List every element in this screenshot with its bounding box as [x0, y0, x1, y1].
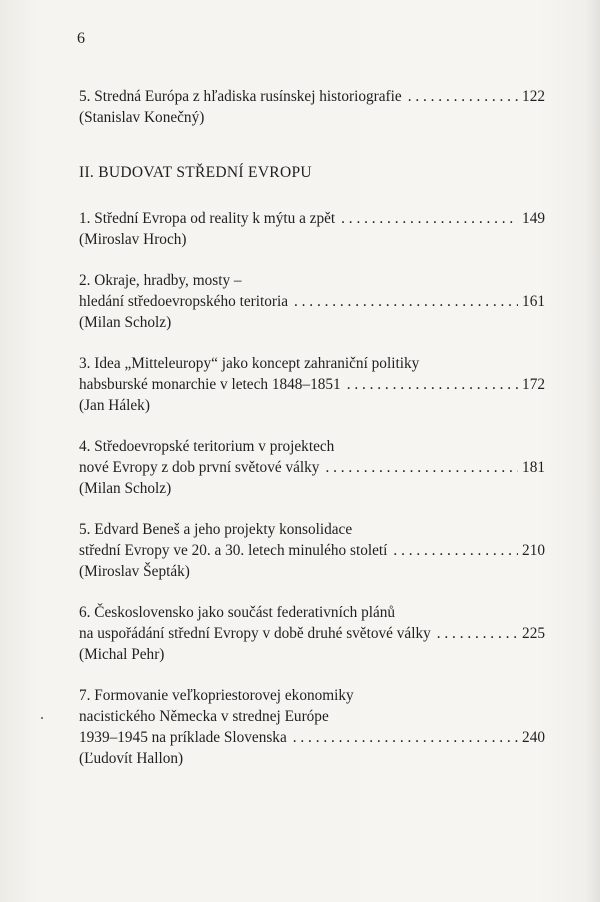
- spacer: [79, 582, 545, 602]
- toc-entry-3: [79, 353, 545, 416]
- toc-entry-title: střední Evropy ve 20. a 30. letech minulého století: [79, 542, 388, 559]
- toc-entry-7: [79, 685, 545, 769]
- toc-entry-author: (Milan Scholz): [79, 480, 172, 497]
- toc-entry-line: [79, 457, 545, 478]
- toc-entry-author: (Jan Hálek): [79, 397, 150, 414]
- toc-entry-author: (Milan Scholz): [79, 314, 172, 331]
- spacer: [79, 416, 545, 436]
- toc-entry-author: (Miroslav Hroch): [79, 231, 187, 248]
- toc-entry-title: na uspořádání střední Evropy v době druhé světové války: [79, 625, 431, 642]
- page-edge-shadow: [586, 0, 600, 902]
- dot-leader: [408, 86, 518, 107]
- toc-entry-page: 172: [522, 376, 545, 393]
- margin-speck: [41, 717, 43, 719]
- toc-entry-title: habsburské monarchie v letech 1848–1851: [79, 376, 341, 393]
- dot-leader: [325, 457, 518, 478]
- toc-entry-title: hledání středoevropského teritoria: [79, 293, 288, 310]
- toc-entry-author: (Stanislav Konečný): [79, 109, 205, 126]
- spacer: [79, 250, 545, 270]
- toc-entry-title-line: 2. Okraje, hradby, mosty –: [79, 272, 242, 289]
- toc-entry-page: 181: [522, 459, 545, 476]
- toc-entry-5: [79, 519, 545, 582]
- toc-entry-title: 1939–1945 na príklade Slovenska: [79, 729, 287, 746]
- toc-entry-1: [79, 208, 545, 250]
- table-of-contents: [79, 86, 545, 769]
- toc-entry-author: (Ľudovít Hallon): [79, 750, 184, 767]
- toc-entry-6: [79, 602, 545, 665]
- toc-entry-page: 161: [522, 293, 545, 310]
- dot-leader: [393, 540, 518, 561]
- toc-entry-pre: [79, 86, 545, 128]
- spacer: [79, 333, 545, 353]
- dot-leader: [341, 208, 518, 229]
- toc-entry-title-line: 7. Formovanie veľkopriestorovej ekonomiky: [79, 687, 354, 704]
- spacer: [79, 499, 545, 519]
- toc-entry-author: (Michal Pehr): [79, 646, 165, 663]
- toc-entry-author: (Miroslav Šepták): [79, 563, 190, 580]
- toc-entry-page: 225: [522, 625, 545, 642]
- toc-entry-title-line: 6. Československo jako součást federativních plánů: [79, 604, 396, 621]
- toc-entry-page: 122: [522, 88, 545, 105]
- toc-entry-line: [79, 623, 545, 644]
- toc-entry-page: 149: [522, 210, 545, 227]
- toc-entry-title-line: 5. Edvard Beneš a jeho projekty konsolidace: [79, 521, 353, 538]
- dot-leader: [293, 727, 518, 748]
- toc-entry-line: [79, 291, 545, 312]
- toc-entry-4: [79, 436, 545, 499]
- toc-entry-title-line: nacistického Německa v strednej Európe: [79, 708, 329, 725]
- page-number: 6: [77, 30, 86, 47]
- toc-entry-title: nové Evropy z dob první světové války: [79, 459, 320, 476]
- spacer: [79, 665, 545, 685]
- toc-entry-title-line: 3. Idea „Mitteleuropy“ jako koncept zahraniční politiky: [79, 355, 420, 372]
- dot-leader: [294, 291, 518, 312]
- toc-entry-line: [79, 374, 545, 395]
- toc-entry-page: 210: [522, 542, 545, 559]
- toc-entry-title: 5. Stredná Európa z hľadiska rusínskej historiografie: [79, 88, 402, 105]
- toc-entry-line: [79, 208, 545, 229]
- toc-entry-line: [79, 86, 545, 107]
- section-heading: II. BUDOVAT STŘEDNÍ EVROPU: [79, 164, 312, 181]
- toc-entry-title: 1. Střední Evropa od reality k mýtu a zpět: [79, 210, 336, 227]
- toc-entry-2: [79, 270, 545, 333]
- dot-leader: [437, 623, 518, 644]
- dot-leader: [347, 374, 518, 395]
- toc-entry-line: [79, 727, 545, 748]
- toc-entry-title-line: 4. Středoevropské teritorium v projektech: [79, 438, 335, 455]
- toc-entry-page: 240: [522, 729, 545, 746]
- toc-entry-line: [79, 540, 545, 561]
